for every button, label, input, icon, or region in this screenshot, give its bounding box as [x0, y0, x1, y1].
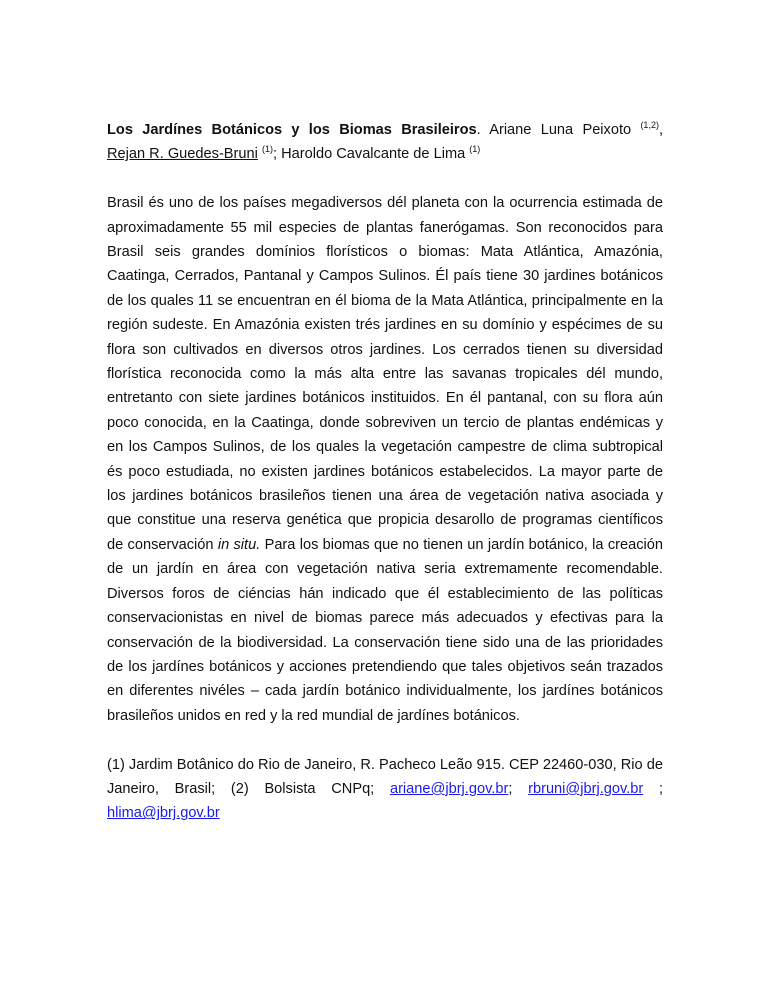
abstract-italic-in-situ: in situ.	[217, 536, 261, 553]
paper-title: Los Jardínes Botánicos y los Biomas Brasileiros	[107, 122, 477, 138]
email-separator: ;	[643, 780, 664, 797]
abstract-text-part2: Para los biomas que no tienen un jardín botánico, la creación de un jardín en área con vegetación nativa seria extremamente recomendable. Diversos foros de ciéncias hán indicado que él establecimiento de las políticas conservacionistas en nivel de biomas parece más adecuados y efectivas para la conservación de la biodiversidad. La conservación tiene sido una de las prioridades de los jardínes botánicos y acciones pretendiendo que tales objetivos seán trazados en diferentes nivéles – cada jardín botánico individualmente, los jardínes botánicos brasileños unidos en red y la red mundial de jardínes botánicos.	[107, 536, 663, 724]
abstract-paragraph	[107, 191, 663, 728]
email-link-hlima[interactable]: hlima@jbrj.gov.br	[107, 805, 220, 822]
affiliation-paragraph	[107, 753, 663, 826]
affiliation-text: (1) Jardim Botânico do Rio de Janeiro, R. Pacheco Leão 915. CEP 22460-030, Rio de Janeiro, Brasil; (2) Bolsista CNPq;	[107, 756, 663, 797]
spacer	[107, 167, 663, 191]
author-separator: ;	[272, 146, 278, 163]
authors-line	[107, 142, 663, 166]
spacer	[107, 728, 663, 752]
document-page	[107, 118, 663, 826]
email-link-rbruni[interactable]: rbruni@jbrj.gov.br	[528, 780, 644, 797]
author-rejan-affil: (1)	[261, 144, 273, 155]
email-link-ariane[interactable]: ariane@jbrj.gov.br	[389, 780, 509, 797]
abstract-text-part1: Brasil és uno de los países megadiversos dél planeta con la ocurrencia estimada de aproximadamente 55 mil especies de plantas fanerógamas. Son reconocidos para Brasil seis grandes domínios florísticos o biomas: Mata Atlántica, Amazónia, Caatinga, Cerrados, Pantanal y Campos Sulinos. Él país tiene 30 jardines botánicos de los quales 11 se encuentran en él bioma de la Mata Atlántica, principalmente en la región sudeste. En Amazónia existen trés jardines en su domínio y espécimes de su flora son cultivados en diversos otros jardines. Los cerrados tienen su diversidad florística reconocida como la más alta entre las savanas tropicales dél mundo, entretanto con siete jardines botánicos instituidos. En él pantanal, con su flora aún poco conocida, en la Caatinga, donde sobreviven un tercio de plantas endémicas y en los Campos Sulinos, de los quales la vegetación campestre de clima subtropical és poco estudiada, no existen jardines botánicos estabelecidos. La mayor parte de los jardines botánicos brasileños tienen una área de vegetación nativa asociada y que constitue una reserva genética que propicia desarollo de programas científicos de conservación	[107, 195, 663, 553]
email-separator: ;	[508, 780, 529, 797]
title-line	[107, 118, 663, 142]
author-rejan: Rejan R. Guedes-Bruni	[107, 146, 258, 163]
author-haroldo-affil: (1)	[469, 144, 481, 155]
author-separator: ,	[658, 122, 664, 138]
author-haroldo: Haroldo Cavalcante de Lima	[281, 146, 466, 163]
author-ariane: Ariane Luna Peixoto	[489, 122, 632, 138]
title-period: .	[476, 122, 481, 138]
author-ariane-affil: (1,2)	[640, 120, 659, 130]
